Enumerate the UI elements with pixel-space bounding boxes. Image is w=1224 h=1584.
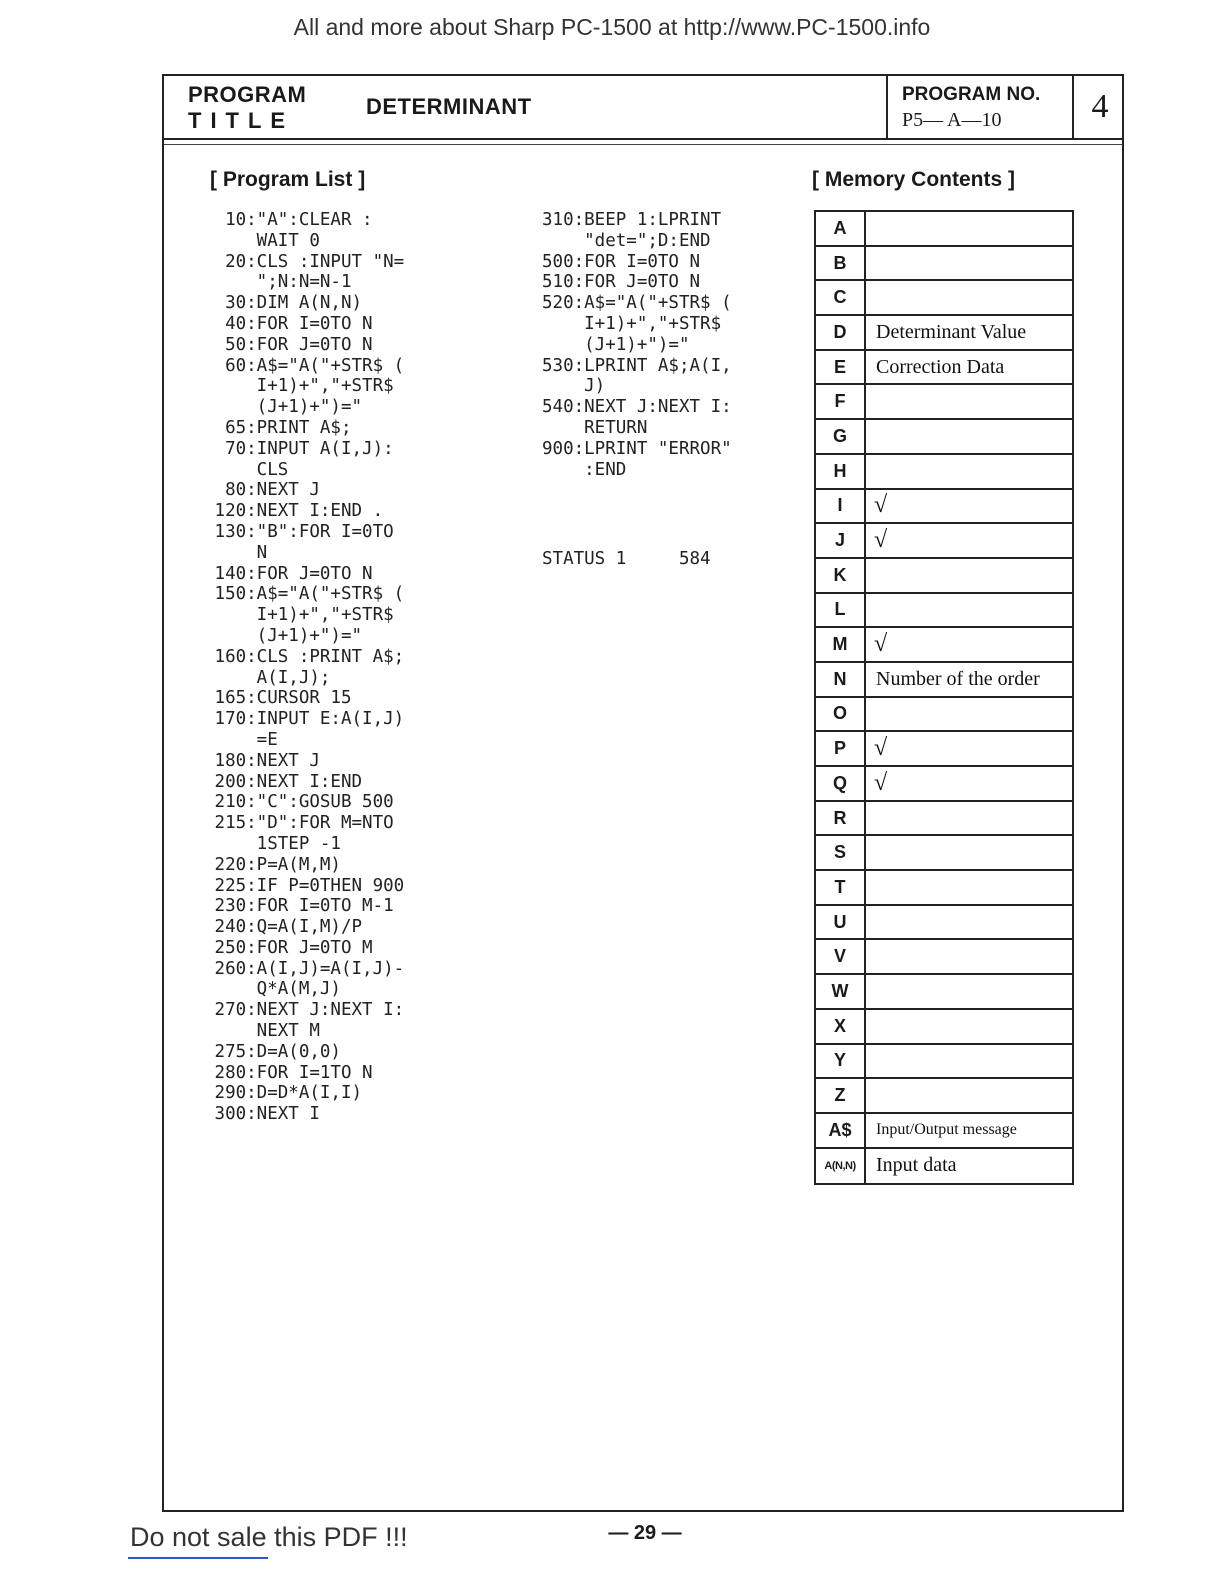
memory-register: K xyxy=(816,559,866,592)
memory-register: N xyxy=(816,663,866,696)
memory-row xyxy=(816,698,1072,733)
memory-row xyxy=(816,420,1072,455)
memory-description xyxy=(866,281,1072,314)
site-banner: All and more about Sharp PC-1500 at http://www.PC-1500.info xyxy=(293,14,931,40)
memory-row xyxy=(816,767,1072,802)
memory-row xyxy=(816,940,1072,975)
memory-register: A(N,N) xyxy=(816,1149,866,1184)
memory-row xyxy=(816,871,1072,906)
program-no-label: PROGRAM NO. xyxy=(902,84,1041,105)
memory-used-check: √ xyxy=(874,631,888,658)
program-list-heading: [ Program List ] xyxy=(210,168,366,191)
program-sheet xyxy=(162,74,1124,1512)
memory-row xyxy=(816,351,1072,386)
memory-description xyxy=(866,594,1072,627)
memory-row xyxy=(816,906,1072,941)
memory-register: A$ xyxy=(816,1114,866,1147)
memory-contents-heading: [ Memory Contents ] xyxy=(812,168,1016,191)
memory-row xyxy=(816,1045,1072,1080)
memory-description xyxy=(866,975,1072,1008)
memory-description: Input/Output message xyxy=(876,1121,1017,1139)
memory-register: L xyxy=(816,594,866,627)
program-list-column-2: 310:BEEP 1:LPRINT "det=";D:END 500:FOR I=0TO N 510:FOR J=0TO N 520:A$="A("+STR$ ( I+1)+","+STR$ (J+1)+")=" 530:LPRINT A$;A(I, J) 540:NEXT J:NEXT I: RETURN 900:LPRINT "ERROR" :END xyxy=(542,210,732,480)
memory-register: U xyxy=(816,906,866,939)
memory-description xyxy=(866,1079,1072,1112)
page-divider xyxy=(1072,76,1074,138)
memory-row xyxy=(816,836,1072,871)
memory-register: Q xyxy=(816,767,866,800)
memory-register: B xyxy=(816,247,866,280)
memory-register: A xyxy=(816,212,866,245)
memory-row xyxy=(816,524,1072,559)
memory-description: Number of the order xyxy=(876,667,1040,690)
memory-row xyxy=(816,628,1072,663)
memory-used-check: √ xyxy=(874,527,888,554)
memory-row xyxy=(816,455,1072,490)
memory-row xyxy=(816,663,1072,698)
memory-row xyxy=(816,281,1072,316)
memory-description xyxy=(866,212,1072,245)
memory-row xyxy=(816,1114,1072,1149)
memory-row xyxy=(816,802,1072,837)
memory-register: H xyxy=(816,455,866,488)
memory-description xyxy=(866,871,1072,904)
memory-row xyxy=(816,1010,1072,1045)
memory-description xyxy=(866,455,1072,488)
program-list-column-1: 10:"A":CLEAR : WAIT 0 20:CLS :INPUT "N= ";N:N=N-1 30:DIM A(N,N) 40:FOR I=0TO N 50:FOR J=0TO N 60:A$="A("+STR$ ( I+1)+","+STR$ (J+1)+")=" 65:PRINT A$; 70:INPUT A(I,J): CLS 80:NEXT J 120:NEXT I:END . 130:"B":FOR I=0TO N 140:FOR J=0TO N 150:A$="A("+STR$ ( I+1)+","+STR$ (J+1)+")=" 160:CLS :PRINT A$; A(I,J); 165:CURSOR 15 170:INPUT E:A(I,J) =E 180:NEXT J 200:NEXT I:END 210:"C":GOSUB 500 215:"D":FOR M=NTO 1STEP -1 220:P=A(M,M) 225:IF P=0THEN 900 230:FOR I=0TO M-1 240:Q=A(I,M)/P 250:FOR J=0TO M 260:A(I,J)=A(I,J)- Q*A(M,J) 270:NEXT J:NEXT I: NEXT M 275:D=A(0,0) 280:FOR I=1TO N 290:D=D*A(I,I) 300:NEXT I xyxy=(214,210,405,1125)
footer-notice: Do not sale this PDF !!! xyxy=(130,1522,408,1552)
memory-description xyxy=(866,1010,1072,1043)
memory-register: F xyxy=(816,385,866,418)
memory-register: X xyxy=(816,1010,866,1043)
memory-register: Z xyxy=(816,1079,866,1112)
memory-description: Determinant Value xyxy=(876,320,1027,343)
status-line: STATUS 1 584 xyxy=(542,549,711,569)
memory-description xyxy=(866,940,1072,973)
program-name: DETERMINANT xyxy=(366,94,532,119)
memory-description xyxy=(866,247,1072,280)
memory-register: G xyxy=(816,420,866,453)
memory-description: Input data xyxy=(876,1154,957,1177)
memory-register: W xyxy=(816,975,866,1008)
memory-row xyxy=(816,594,1072,629)
program-no-value: P5— A—10 xyxy=(902,109,1002,131)
memory-used-check: √ xyxy=(874,769,888,796)
memory-register: E xyxy=(816,351,866,384)
title-label: TITLE xyxy=(188,108,295,133)
memory-row xyxy=(816,490,1072,525)
memory-description: Correction Data xyxy=(876,355,1005,378)
memory-description xyxy=(866,698,1072,731)
footer-underline xyxy=(128,1557,268,1559)
double-rule xyxy=(164,144,1122,145)
memory-register: V xyxy=(816,940,866,973)
memory-register: D xyxy=(816,316,866,349)
memory-description xyxy=(866,836,1072,869)
memory-description xyxy=(866,906,1072,939)
memory-description xyxy=(866,385,1072,418)
memory-row xyxy=(816,1149,1072,1184)
memory-row xyxy=(816,385,1072,420)
memory-register: M xyxy=(816,628,866,661)
memory-register: S xyxy=(816,836,866,869)
memory-description xyxy=(866,420,1072,453)
sheet-page-number: 4 xyxy=(1091,88,1109,125)
memory-row xyxy=(816,212,1072,247)
memory-register: O xyxy=(816,698,866,731)
memory-register: I xyxy=(816,490,866,523)
memory-register: P xyxy=(816,732,866,765)
page-number: — 29 — xyxy=(608,1522,682,1544)
title-block xyxy=(164,76,1122,140)
memory-register: Y xyxy=(816,1045,866,1078)
memory-register: J xyxy=(816,524,866,557)
program-label: PROGRAM xyxy=(188,82,307,107)
memory-row xyxy=(816,1079,1072,1114)
memory-description xyxy=(866,559,1072,592)
memory-row xyxy=(816,975,1072,1010)
memory-used-check: √ xyxy=(874,735,888,762)
memory-row xyxy=(816,316,1072,351)
memory-row xyxy=(816,559,1072,594)
memory-row xyxy=(816,247,1072,282)
title-divider xyxy=(886,76,888,138)
memory-register: T xyxy=(816,871,866,904)
memory-contents-table xyxy=(814,210,1074,1185)
memory-row xyxy=(816,732,1072,767)
memory-register: R xyxy=(816,802,866,835)
memory-description xyxy=(866,1045,1072,1078)
memory-used-check: √ xyxy=(874,492,888,519)
memory-description xyxy=(866,802,1072,835)
memory-register: C xyxy=(816,281,866,314)
